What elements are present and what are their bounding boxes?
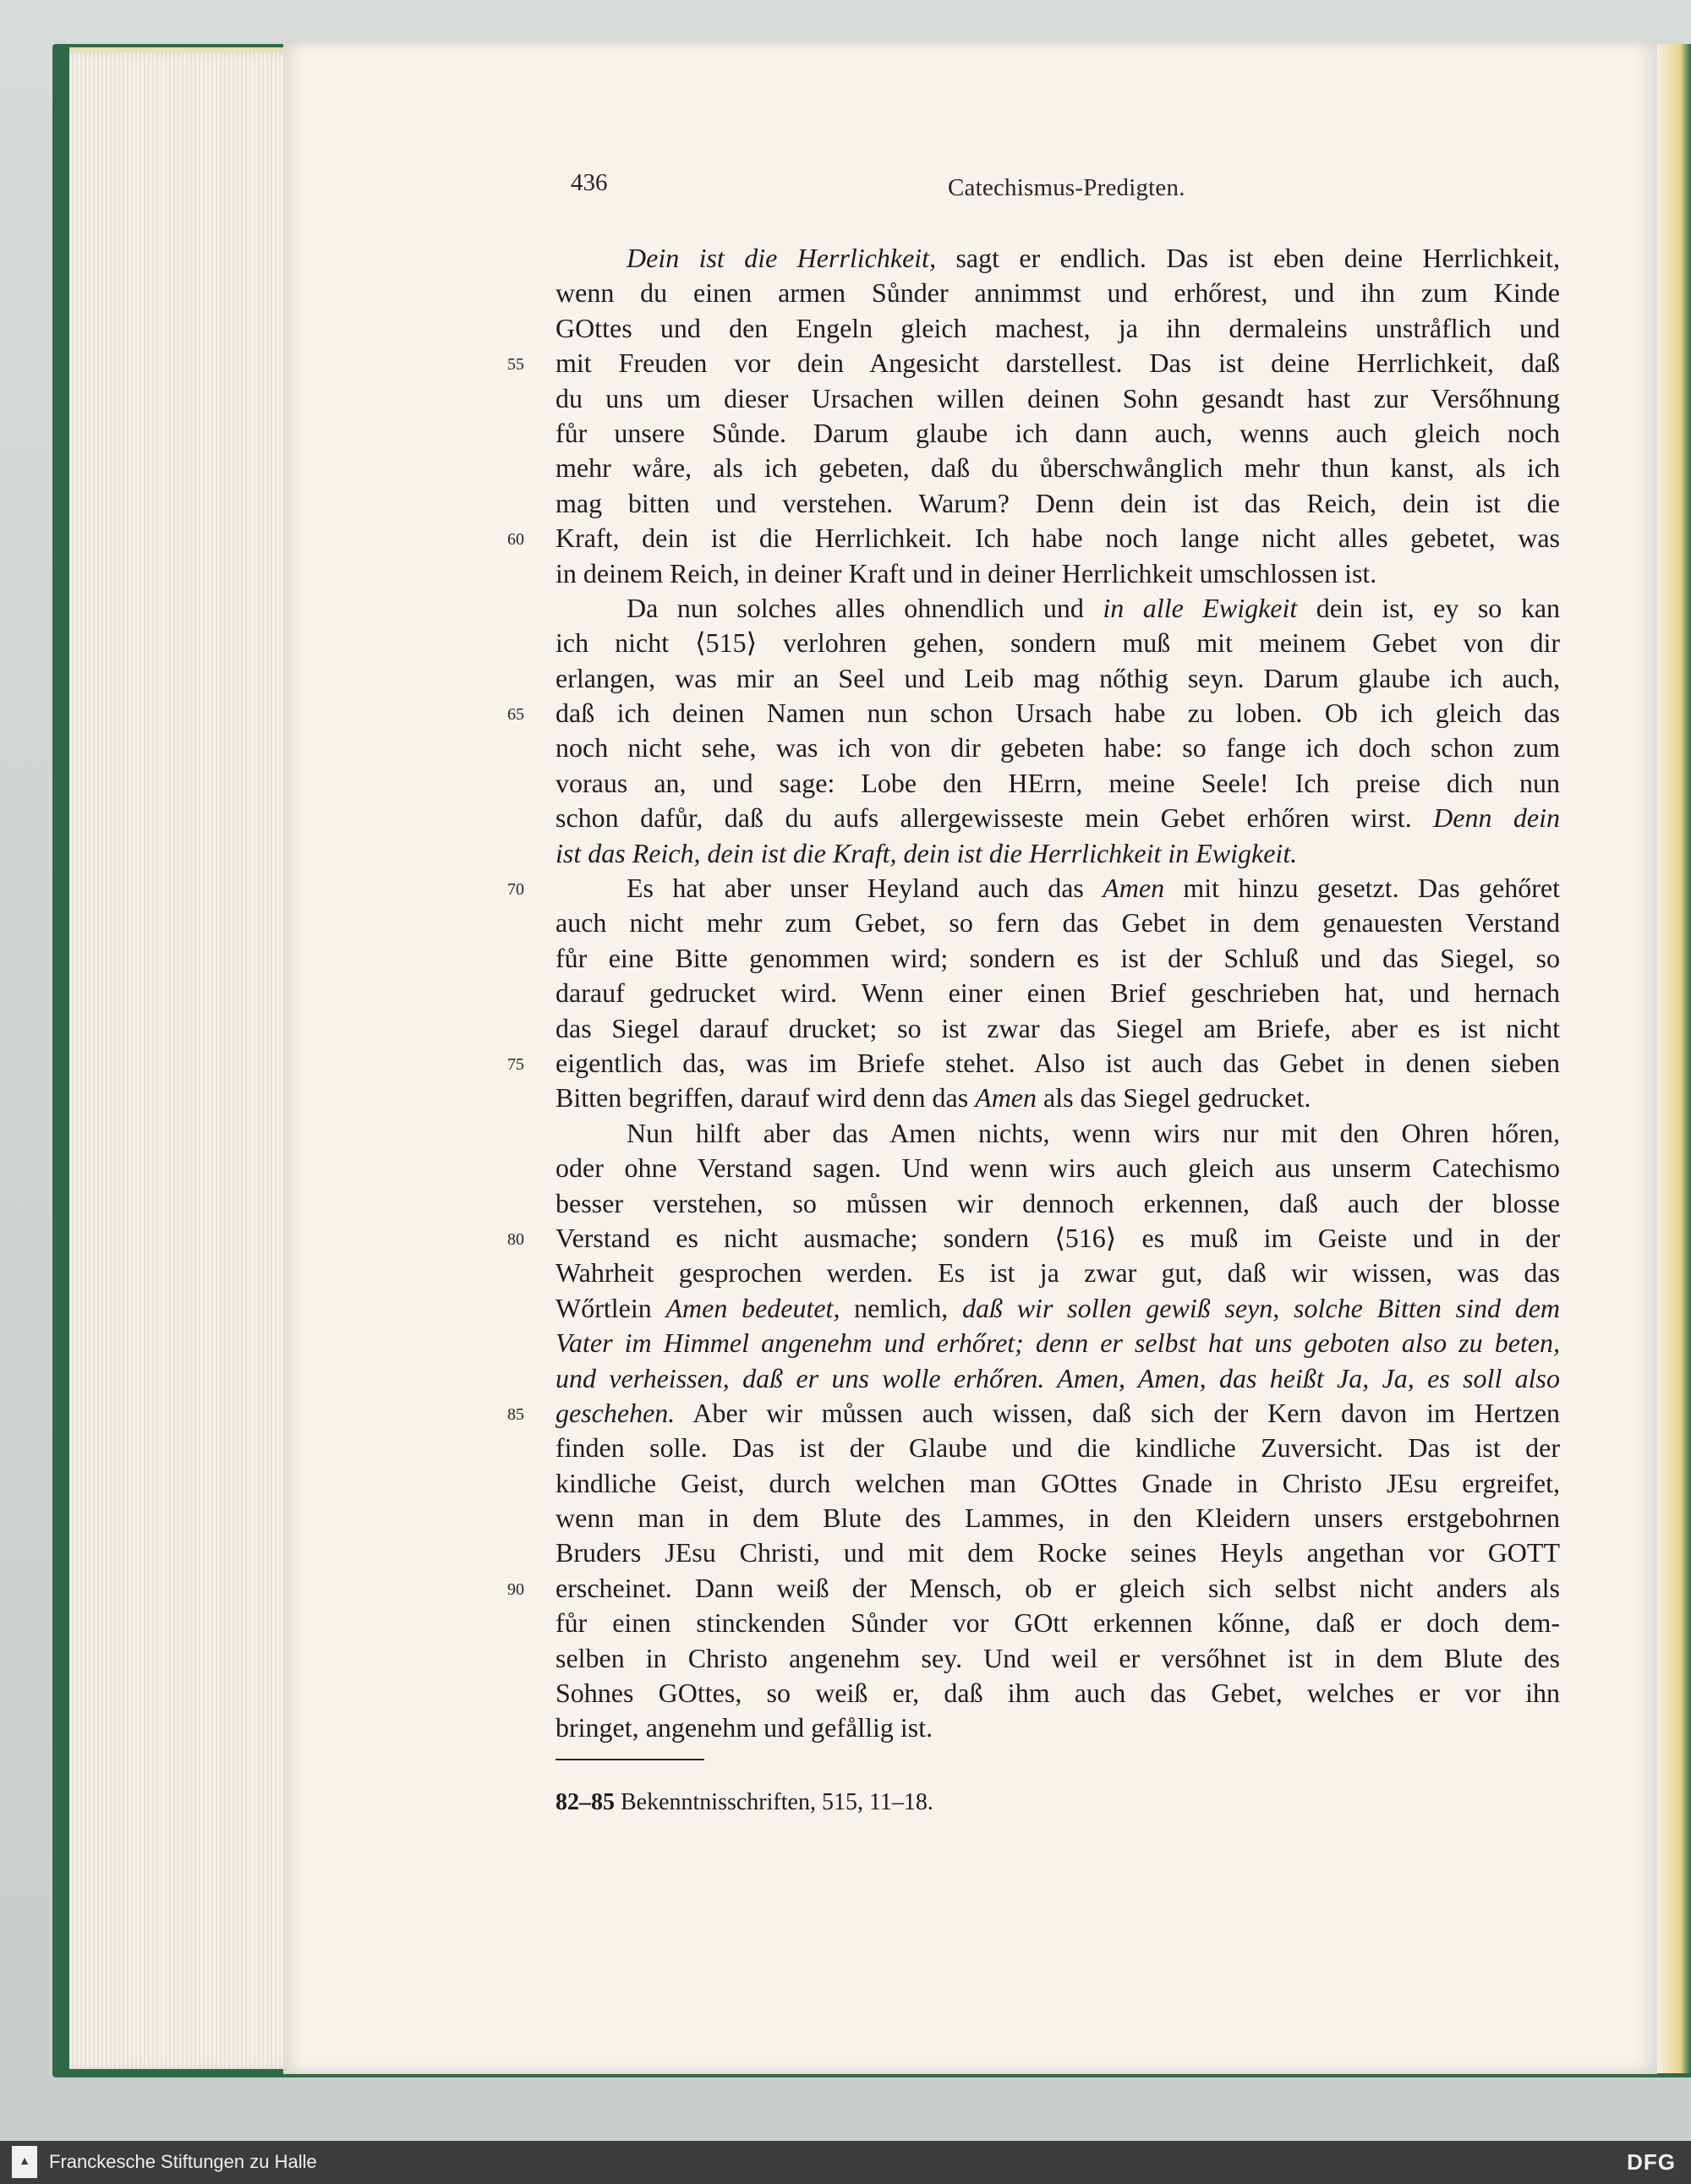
text-line <box>555 1641 1560 1676</box>
text-line <box>555 451 1560 485</box>
text-line <box>507 1571 1560 1606</box>
text-segment: besser verstehen, so můssen wir dennoch erkennen, daß auch der blosse <box>555 1187 1560 1218</box>
text-segment: Es hat aber unser Heyland auch das <box>627 873 1103 904</box>
page-edges-stack <box>69 52 298 2069</box>
text-line <box>555 1256 1560 1290</box>
text-segment: auch nicht mehr zum Gebet, so fern das Gebet in dem genauesten Verstand <box>555 907 1560 939</box>
text-segment: Aber wir můssen auch wissen, daß sich der Kern davon im Hertzen <box>675 1397 1560 1428</box>
text-line <box>555 276 1560 310</box>
text-line <box>507 346 1560 380</box>
text-line <box>555 1501 1560 1535</box>
text-segment: in deinem Reich, in deiner Kraft und in deiner Herrlichkeit umschlossen ist. <box>555 557 1377 588</box>
text-line <box>507 1221 1560 1256</box>
line-number: 70 <box>507 880 524 900</box>
text-segment: Wőrtlein <box>555 1292 666 1323</box>
text-line <box>555 626 1560 660</box>
text-segment: wenn man in dem Blute des Lammes, in den Kleidern unsers erstgebohrnen <box>555 1503 1560 1534</box>
text-line <box>555 1676 1560 1711</box>
text-line <box>555 591 1560 626</box>
text-line <box>555 1186 1560 1221</box>
italic-text: Amen bedeutet, <box>665 1292 840 1323</box>
italic-text: Dein ist die Herrlichkeit, <box>627 243 937 273</box>
line-number: 80 <box>507 1229 524 1249</box>
text-line <box>555 941 1560 976</box>
text-segment: mit hinzu gesetzt. Das gehőret <box>1164 873 1561 904</box>
text-segment: eigentlich das, was im Briefe stehet. Also ist auch das Gebet in denen sieben <box>555 1047 1560 1078</box>
text-line <box>555 976 1560 1010</box>
text-line <box>507 871 1561 906</box>
italic-text: ist das Reich, dein ist die Kraft, dein ist die Herrlichkeit in Ewigkeit. <box>555 837 1298 868</box>
text-segment: Nun hilft aber das Amen nichts, wenn wirs nur mit den Ohren hőren, <box>627 1117 1560 1148</box>
text-segment: voraus an, und sage: Lobe den HErrn, meine Seele! Ich preise dich nun <box>555 767 1560 798</box>
text-line <box>507 1396 1560 1431</box>
text-segment: erscheinet. Dann weiß der Mensch, ob er gleich sich selbst nicht anders als <box>555 1572 1560 1603</box>
text-segment: Bitten begriffen, darauf wird denn das <box>555 1082 976 1114</box>
text-line <box>555 1431 1560 1465</box>
text-line <box>507 696 1560 731</box>
text-segment: nemlich, <box>840 1292 962 1323</box>
line-number: 90 <box>507 1579 524 1599</box>
text-segment: mehr wåre, als ich gebeten, daß du ůberschwånglich mehr thun kanst, als ich <box>555 452 1560 484</box>
footnote-rule <box>555 1759 704 1760</box>
viewer-footer-bar <box>0 2141 1691 2184</box>
italic-text: Vater im Himmel angenehm und erhőret; denn er selbst hat uns geboten also zu beten, <box>555 1327 1560 1359</box>
line-number: 85 <box>507 1404 524 1424</box>
footnote-text: Bekenntnisschriften, 515, 11–18. <box>615 1789 933 1815</box>
text-line <box>555 1291 1560 1326</box>
text-line <box>555 1081 1560 1115</box>
text-line <box>555 766 1560 801</box>
text-segment: erlangen, was mir an Seel und Leib mag nőthig seyn. Darum glaube ich auch, <box>555 662 1560 693</box>
page-number: 436 <box>571 169 608 196</box>
italic-text: geschehen. <box>555 1397 676 1428</box>
text-segment: noch nicht sehe, was ich von dir gebeten habe: so fange ich doch schon zum <box>555 732 1560 764</box>
text-segment: Bruders JEsu Christi, und mit dem Rocke seines Heyls angethan vor GOTT <box>555 1537 1560 1568</box>
facing-page-edge <box>1655 44 1691 2073</box>
text-line <box>555 311 1560 346</box>
text-segment: wenn du einen armen Sůnder annimmst und erhőrest, und ihn zum Kinde <box>555 277 1560 309</box>
institution-logo-icon: ▲ <box>12 2146 37 2178</box>
text-segment: ich nicht ⟨515⟩ verlohren gehen, sondern muß mit meinem Gebet von dir <box>555 627 1560 659</box>
text-segment: fůr unsere Sůnde. Darum glaube ich dann auch, wenns auch gleich noch <box>555 417 1560 448</box>
text-segment: fůr einen stinckenden Sůnder vor GOtt erkennen kőnne, daß er doch dem- <box>555 1607 1560 1639</box>
text-segment: selben in Christo angenehm sey. Und weil er versőhnet ist in dem Blute des <box>555 1642 1560 1673</box>
text-segment: als das Siegel gedrucket. <box>1037 1082 1311 1114</box>
text-segment: daß ich deinen Namen nun schon Ursach habe zu loben. Ob ich gleich das <box>555 698 1560 729</box>
text-line <box>555 906 1560 940</box>
running-title: Catechismus-Predigten. <box>948 174 1185 201</box>
italic-text: daß wir sollen gewiß seyn, solche Bitten sind dem <box>961 1292 1561 1323</box>
text-segment: sagt er endlich. Das ist eben deine Herrlichkeit, <box>936 243 1561 273</box>
text-segment: Wahrheit gesprochen werden. Es ist ja zwar gut, daß wir wissen, was das <box>555 1257 1560 1289</box>
text-line <box>555 556 1560 591</box>
italic-text: in alle Ewigkeit <box>1103 592 1298 623</box>
text-line <box>555 1151 1560 1185</box>
dfg-logo: DFG <box>1627 2149 1676 2175</box>
italic-text: Denn dein <box>1433 802 1561 834</box>
italic-text: Amen <box>975 1082 1037 1114</box>
text-segment: mag bitten und verstehen. Warum? Denn dein ist das Reich, dein ist die <box>555 487 1560 518</box>
text-segment: oder ohne Verstand sagen. Und wenn wirs auch gleich aus unserm Catechismo <box>555 1152 1560 1184</box>
institution-label: Franckesche Stiftungen zu Halle <box>49 2151 317 2172</box>
text-segment: fůr eine Bitte genommen wird; sondern es ist der Schluß und das Siegel, so <box>555 942 1560 973</box>
text-line <box>555 1361 1560 1396</box>
text-line <box>507 521 1560 556</box>
text-segment: finden solle. Das ist der Glaube und die kindliche Zuversicht. Das ist der <box>555 1432 1560 1464</box>
text-segment: das Siegel darauf drucket; so ist zwar das Siegel am Briefe, aber es ist nicht <box>555 1012 1560 1043</box>
text-line <box>555 1711 1560 1745</box>
text-line <box>555 801 1560 835</box>
text-segment: Verstand es nicht ausmache; sondern ⟨516⟩ es muß im Geiste und in der <box>555 1222 1560 1253</box>
text-segment: bringet, angenehm und gefållig ist. <box>555 1712 933 1743</box>
text-line <box>555 836 1560 871</box>
text-segment: kindliche Geist, durch welchen man GOttes Gnade in Christo JEsu ergreifet, <box>555 1467 1560 1498</box>
line-number: 55 <box>507 355 524 375</box>
text-line <box>555 241 1560 276</box>
text-segment: du uns um dieser Ursachen willen deinen Sohn gesandt hast zur Versőhnung <box>555 382 1560 413</box>
text-segment: Sohnes GOttes, so weiß er, daß ihm auch das Gebet, welches er vor ihn <box>555 1678 1560 1709</box>
text-segment: dein ist, ey so kan <box>1297 592 1561 623</box>
running-head <box>571 169 1691 220</box>
text-segment: mit Freuden vor dein Angesicht darstellest. Das ist deine Herrlichkeit, daß <box>555 348 1560 379</box>
text-segment: GOttes und den Engeln gleich machest, ja ihn dermaleins unstråflich und <box>555 312 1560 343</box>
line-number: 65 <box>507 705 524 725</box>
text-line <box>555 381 1560 416</box>
text-line <box>555 1116 1560 1151</box>
italic-text: Amen <box>1103 873 1165 904</box>
text-line <box>555 486 1560 521</box>
text-segment: schon dafůr, daß du aufs allergewisseste mein Gebet erhőren wirst. <box>555 802 1434 834</box>
text-line <box>555 1011 1560 1046</box>
text-segment: Da nun solches alles ohnendlich und <box>627 592 1103 623</box>
text-line <box>555 661 1560 696</box>
footnote <box>555 1789 933 1816</box>
text-segment: darauf gedrucket wird. Wenn einer einen Brief geschrieben hat, und hernach <box>555 977 1560 1009</box>
text-line <box>555 416 1560 451</box>
text-segment: Kraft, dein ist die Herrlichkeit. Ich habe noch lange nicht alles gebetet, was <box>555 523 1560 554</box>
italic-text: und verheissen, daß er uns wolle erhőren. Amen, Amen, das heißt Ja, Ja, es soll also <box>555 1362 1560 1393</box>
text-line <box>555 1535 1560 1570</box>
text-line <box>555 731 1560 765</box>
text-line <box>555 1606 1560 1640</box>
line-number: 60 <box>507 530 524 550</box>
text-line <box>555 1466 1560 1501</box>
line-number: 75 <box>507 1054 524 1074</box>
text-line <box>555 1326 1560 1360</box>
body-text <box>507 241 1561 1746</box>
text-line <box>507 1046 1560 1081</box>
footnote-ref: 82–85 <box>555 1789 615 1815</box>
